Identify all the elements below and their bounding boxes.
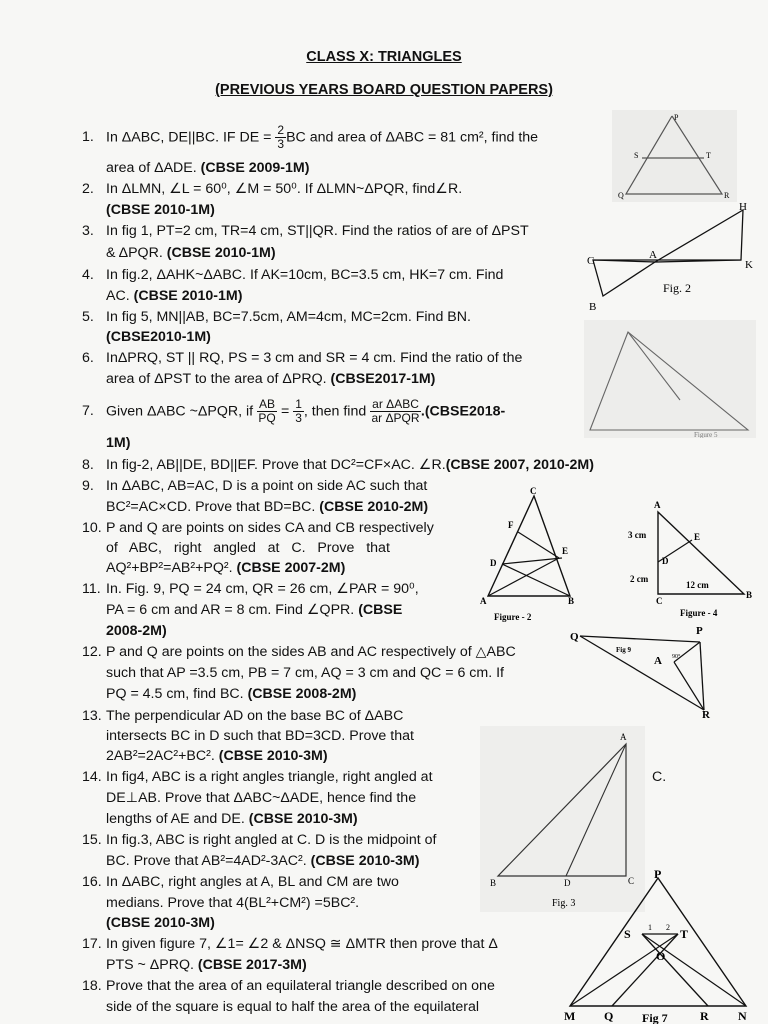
figure-fig2 [583, 198, 758, 316]
label-k: K [745, 259, 753, 271]
question-13: 13. The perpendicular AD on the base BC of ΔABC [82, 708, 404, 724]
label-b: B [746, 590, 753, 600]
figure-fig7 [560, 866, 760, 1024]
fraction: $\frac{\text{ar ΔABC}}{\text{ar ΔPQR}}$ [371, 397, 420, 425]
source-tag: (CBSE2010-1M) [106, 329, 211, 345]
source-tag: (CBSE 2017-3M) [197, 957, 307, 973]
question-number: 1. [82, 129, 94, 146]
label-o: O [656, 949, 666, 963]
question-text: In ΔABC, DE||BC. IF DE = [106, 129, 276, 146]
figure-caption: Fig. 2 [663, 281, 692, 295]
measure-12cm: 12 cm [686, 580, 709, 590]
angle-label: 90° [672, 654, 681, 660]
figure-caption: Fig. 3 [552, 898, 576, 909]
label-e: E [562, 546, 569, 556]
source-tag: (CBSE 2008-2M) [247, 686, 357, 702]
question-5: 5. In fig 5, MN||AB, BC=7.5cm, AM=4cm, MC=2cm. Find BN. [82, 309, 471, 325]
question-text: BC and area of ΔABC = 81 cm², find the [286, 129, 539, 146]
question-9: 9. In ΔABC, AB=AC, D is a point on side AC such that [82, 478, 428, 494]
source-tag: (CBSE 2009-1M) [200, 160, 310, 176]
label-a: A [654, 500, 661, 510]
question-8: 8. In fig-2, AB||DE, BD||EF. Prove that DC²=CF×AC. ∠R.(CBSE 2007, 2010-2M) [82, 457, 594, 473]
label-p: P [674, 113, 679, 122]
label-d: D [490, 558, 497, 568]
label-q: Q [570, 631, 579, 643]
label-a: A [654, 655, 662, 667]
question-15: 15. In fig.3, ABC is right angled at C. D is the midpoint of [82, 832, 437, 848]
label-n: N [738, 1009, 747, 1023]
label-e: E [694, 532, 701, 542]
source-tag: (CBSE 2010-1M) [133, 288, 243, 304]
figure-caption: Fig 9 [616, 646, 631, 654]
figure-caption: Figure - 4 [680, 608, 718, 618]
label-m: M [564, 1009, 576, 1023]
source-tag: (CBSE 2010-3M) [106, 915, 215, 931]
question-18: 18. Prove that the area of an equilateral triangle described on one [82, 978, 495, 994]
measure-3cm: 3 cm [628, 530, 647, 540]
question-12: 12. P and Q are points on the sides AB and AC respectively of △ABC [82, 644, 516, 660]
question-7: 7. Given ΔABC ~ΔPQR, if $\frac{AB}{PQ}$ = $\frac{1}{3}$ , then find $\frac{\text{ar ΔABC}}{\text{ar ΔPQR}}$ .(CBSE2018- [82, 397, 506, 425]
source-tag: (CBSE 2007, 2010-2M) [445, 457, 594, 473]
source-tag: (CBSE 2010-3M) [248, 811, 358, 827]
question-1 [82, 124, 538, 151]
question-1-cont: area of ΔADE. (CBSE 2009-1M) [106, 160, 310, 176]
figure-fig9 [570, 622, 720, 722]
fraction: $\frac{2}{3}$ [277, 123, 285, 151]
figure-caption: Fig 7 [642, 1011, 668, 1024]
label-f: F [508, 520, 514, 530]
label-h: H [739, 201, 747, 213]
figure-5 [584, 320, 756, 438]
question-10: 10. P and Q are points on sides CA and CB respectively [82, 520, 434, 536]
label-t: T [706, 151, 711, 160]
label-c: C [530, 486, 537, 496]
question-2: 2. In ΔLMN, ∠L = 60⁰, ∠M = 50⁰. If ΔLMN~ΔPQR, find∠R. [82, 181, 463, 197]
measure-2cm: 2 cm [630, 574, 649, 584]
label-p: P [696, 625, 703, 637]
fraction: $\frac{AB}{PQ}$ [258, 397, 276, 425]
source-tag: (CBSE 2010-2M) [319, 499, 429, 515]
label-b: B [568, 596, 575, 606]
label-q: Q [604, 1009, 614, 1023]
label-a: A [649, 249, 657, 261]
source-tag: (CBSE 2010-3M) [310, 853, 420, 869]
source-tag: 1M) [106, 435, 131, 451]
label-c: C [656, 596, 663, 606]
label-s: S [634, 151, 639, 160]
angle-1: 1 [648, 923, 652, 932]
source-tag: (CBSE 2007-2M) [236, 560, 346, 576]
label-p: P [654, 867, 662, 881]
source-tag: .(CBSE2018- [420, 403, 506, 420]
figure-figure4 [622, 500, 760, 620]
label-q: Q [618, 191, 624, 200]
label-d: D [662, 556, 669, 566]
source-tag: (CBSE [358, 602, 403, 618]
label-b: B [589, 301, 597, 313]
page-title: CLASS X: TRIANGLES [306, 49, 462, 65]
label-b: B [490, 878, 497, 888]
label-r: R [700, 1009, 709, 1023]
angle-2: 2 [666, 923, 670, 932]
question-16: 16. In ΔABC, right angles at A, BL and CM are two [82, 874, 399, 890]
source-tag: (CBSE 2010-1M) [106, 202, 215, 218]
label-c: C [628, 876, 635, 886]
label-t: T [680, 927, 689, 941]
label-r: R [702, 709, 710, 721]
label-a: A [620, 732, 627, 742]
question-6: 6. InΔPRQ, ST || RQ, PS = 3 cm and SR = 4 cm. Find the ratio of the [82, 350, 523, 366]
source-tag: (CBSE 2010-3M) [218, 748, 328, 764]
figure-figure2 [478, 484, 584, 624]
label-s: S [624, 927, 631, 941]
figure-caption: Figure - 2 [494, 612, 532, 622]
fraction: $\frac{1}{3}$ [295, 397, 302, 425]
figure-caption: Figure 5 [694, 431, 718, 438]
label-r: R [724, 191, 730, 200]
label-d: D [564, 878, 571, 888]
source-tag: (CBSE2017-1M) [330, 371, 436, 387]
question-17: 17. In given figure 7, ∠1= ∠2 & ΔNSQ ≅ ΔMTR then prove that Δ [82, 936, 498, 952]
question-11: 11. In. Fig. 9, PQ = 24 cm, QR = 26 cm, ∠PAR = 90⁰, [82, 581, 419, 597]
source-tag: 2008-2M) [106, 623, 167, 639]
source-tag: (CBSE 2010-1M) [166, 245, 276, 261]
label-c: C [587, 255, 595, 267]
question-3: 3. In fig 1, PT=2 cm, TR=4 cm, ST||QR. Find the ratios of are of ΔPST [82, 223, 529, 239]
page-subtitle: (PREVIOUS YEARS BOARD QUESTION PAPERS) [215, 82, 553, 98]
label-a: A [480, 596, 487, 606]
figure-1 [612, 110, 737, 202]
question-14: 14. In fig4, ABC is a right angles triangle, right angled at [82, 769, 433, 785]
question-4: 4. In fig.2, ΔAHK~ΔABC. If AK=10cm, BC=3.5 cm, HK=7 cm. Find [82, 267, 504, 283]
